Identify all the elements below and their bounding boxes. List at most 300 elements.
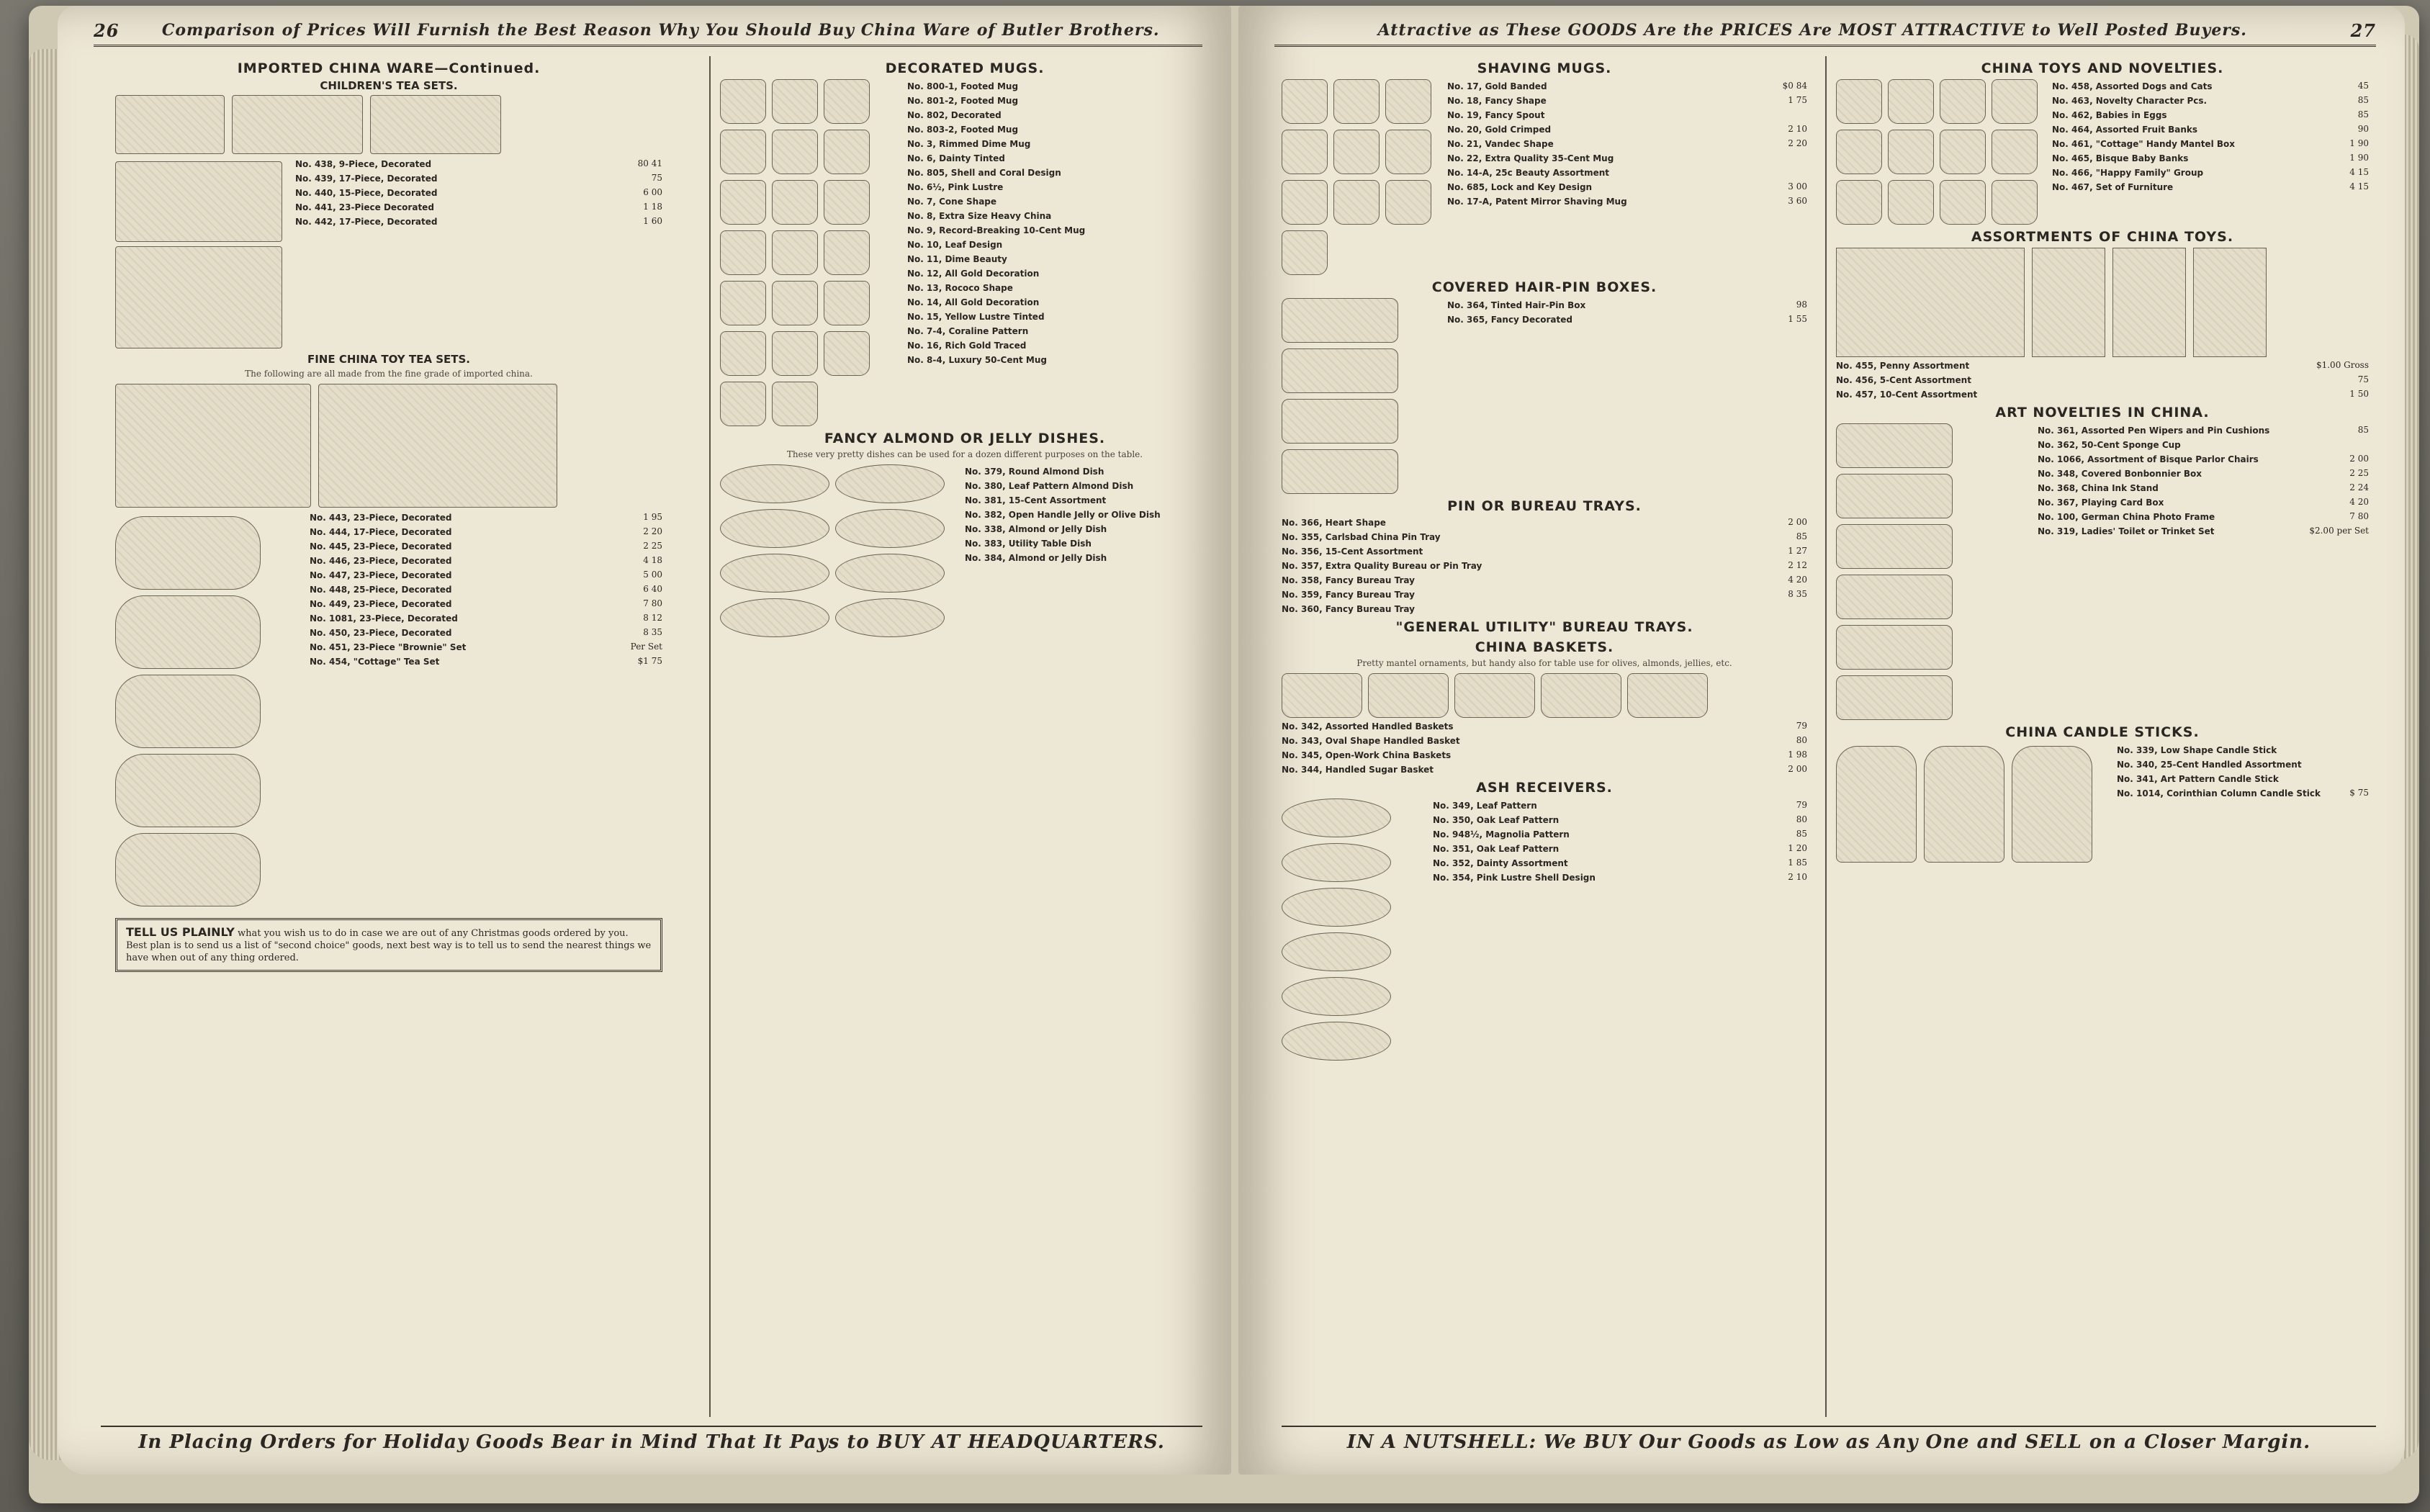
section-assortments-china-toys: ASSORTMENTS OF CHINA TOYS. [1971, 229, 2234, 245]
toy-illustration [1940, 79, 1986, 124]
entry-number: No. 438, 9-Piece, Decorated [295, 159, 432, 169]
entry-number: No. 358, Fancy Bureau Tray [1282, 575, 1415, 585]
tea-set-illustration [115, 161, 282, 242]
catalog-entry [2052, 181, 2369, 193]
entry-number: No. 447, 23-Piece, Decorated [310, 570, 452, 580]
section-candle-sticks: CHINA CANDLE STICKS. [2005, 724, 2200, 740]
entry-price: $1 75 [637, 656, 662, 666]
fine-toy-intro: The following are all made from the fine grade of imported china. [245, 369, 533, 379]
right-header-text: Attractive as These GOODS Are the PRICES Are MOST ATTRACTIVE to Well Posted Buyers. [1377, 21, 2247, 40]
entry-price: 1 50 [2349, 389, 2369, 399]
catalog-entry [2052, 95, 2369, 107]
catalog-entry [2052, 109, 2369, 121]
entry-price: 2 00 [2349, 454, 2369, 464]
column-divider [709, 56, 711, 1417]
catalog-entry [310, 570, 662, 581]
entry-number: No. 384, Almond or Jelly Dish [965, 553, 1107, 563]
catalog-entry [907, 81, 1210, 92]
catalog-entry [1447, 124, 1807, 135]
entry-number: No. 365, Fancy Decorated [1447, 315, 1572, 325]
art-novelty-illustration [1836, 524, 1953, 569]
catalog-entry [2038, 439, 2369, 451]
catalog-entry [1282, 517, 1807, 528]
catalog-entry [1836, 389, 2369, 400]
catalog-entry [1447, 314, 1807, 325]
almond-entries-list [965, 464, 1210, 637]
catalog-entry [1282, 750, 1807, 761]
toy-figure-illustration [2032, 248, 2105, 357]
entry-number: No. 357, Extra Quality Bureau or Pin Tray [1282, 561, 1482, 571]
entry-number: No. 319, Ladies' Toilet or Trinket Set [2038, 526, 2215, 536]
tea-set-illustration [232, 95, 363, 154]
entry-number: No. 350, Oak Leaf Pattern [1433, 815, 1560, 825]
entry-number: No. 15, Yellow Lustre Tinted [907, 312, 1045, 322]
catalog-entry [965, 523, 1210, 535]
toy-illustration [1888, 130, 1934, 174]
entry-number: No. 7-4, Coraline Pattern [907, 326, 1029, 336]
art-novelty-illustration [1836, 423, 1953, 468]
catalog-entry [2038, 425, 2369, 436]
left-page-header [94, 16, 1202, 47]
entry-number: No. 382, Open Handle Jelly or Olive Dish [965, 510, 1161, 520]
mug-illustration [720, 230, 766, 275]
column-divider [1825, 56, 1827, 1417]
entry-number: No. 344, Handled Sugar Basket [1282, 765, 1434, 775]
toy-assortment-image-row [1836, 248, 2369, 357]
entry-price: 8 12 [643, 613, 662, 623]
mug-image-grid [720, 79, 900, 426]
entry-price: 8 35 [1788, 589, 1807, 599]
basket-entries-list [1282, 721, 1807, 775]
mug-illustration [824, 331, 870, 376]
catalog-entry [907, 325, 1210, 337]
catalog-entry [1282, 764, 1807, 775]
catalog-entry [1433, 858, 1807, 869]
entry-price: 1 85 [1788, 858, 1807, 868]
catalog-entry [310, 541, 662, 552]
catalog-entry [907, 340, 1210, 351]
shaving-mug-illustration [1333, 79, 1380, 124]
dish-illustration [835, 464, 945, 503]
entry-number: No. 351, Oak Leaf Pattern [1433, 844, 1560, 854]
entry-number: No. 467, Set of Furniture [2052, 182, 2174, 192]
entry-number: No. 685, Lock and Key Design [1447, 182, 1593, 192]
shaving-mug-illustration [1282, 180, 1328, 225]
mug-illustration [824, 281, 870, 325]
mug-illustration [720, 281, 766, 325]
section-hair-pin-boxes: COVERED HAIR-PIN BOXES. [1431, 279, 1657, 295]
catalog-entry [310, 555, 662, 567]
entry-price: 90 [2357, 124, 2369, 134]
section-art-novelties: ART NOVELTIES IN CHINA. [1995, 405, 2210, 420]
section-china-toys: CHINA TOYS AND NOVELTIES. [1981, 60, 2224, 76]
tell-us-text: what you wish us to do in case we are out of any Christmas goods ordered by you. Best plan is to send us a list of "second choice" goods, next best way is to tell us to send the nearest things we have when out of any thing ordered. [126, 928, 652, 963]
entry-number: No. 356, 15-Cent Assortment [1282, 546, 1423, 557]
catalog-entry [1433, 829, 1807, 840]
entry-number: No. 6½, Pink Lustre [907, 182, 1004, 192]
entry-number: No. 383, Utility Table Dish [965, 539, 1092, 549]
hairpin-image-grid [1282, 298, 1440, 494]
mug-illustration [720, 180, 766, 225]
entry-number: No. 18, Fancy Shape [1447, 96, 1547, 106]
catalog-entry [907, 124, 1210, 135]
candle-stick-illustration [2012, 746, 2092, 863]
mug-illustration [772, 331, 818, 376]
ash-receiver-illustration [1282, 843, 1391, 882]
entry-number: No. 367, Playing Card Box [2038, 498, 2164, 508]
section-decorated-mugs: DECORATED MUGS. [885, 60, 1045, 76]
mug-illustration [824, 230, 870, 275]
entry-price: 1 75 [1788, 95, 1807, 105]
section-china-baskets: CHINA BASKETS. [1475, 639, 1614, 655]
shaving-mug-illustration [1282, 230, 1328, 275]
hairpin-box-illustration [1282, 298, 1398, 343]
entry-price: 2 25 [2349, 468, 2369, 478]
entry-number: No. 1081, 23-Piece, Decorated [310, 613, 458, 624]
entry-price: 4 20 [1788, 575, 1807, 585]
ash-receiver-illustration [1282, 932, 1391, 971]
catalog-entry [2038, 454, 2369, 465]
section-shaving-mugs: SHAVING MUGS. [1477, 60, 1612, 76]
entry-number: No. 20, Gold Crimped [1447, 125, 1552, 135]
entry-price: 3 60 [1788, 196, 1807, 206]
entry-number: No. 14, All Gold Decoration [907, 297, 1040, 307]
ash-receiver-illustration [1282, 798, 1391, 837]
entry-number: No. 455, Penny Assortment [1836, 361, 1970, 371]
section-imported-china: IMPORTED CHINA WARE—Continued. [237, 60, 541, 76]
entry-price: 2 20 [643, 526, 662, 536]
entry-price: 2 12 [1788, 560, 1807, 570]
entry-number: No. 8-4, Luxury 50-Cent Mug [907, 355, 1047, 365]
dish-illustration [720, 554, 829, 593]
catalog-entry [1282, 531, 1807, 543]
entry-number: No. 6, Dainty Tinted [907, 153, 1005, 163]
entry-number: No. 441, 23-Piece Decorated [295, 202, 434, 212]
entry-number: No. 9, Record-Breaking 10-Cent Mug [907, 225, 1086, 235]
art-novelty-illustration [1836, 625, 1953, 670]
catalog-entry [2038, 526, 2369, 537]
tell-us-plainly-box [115, 918, 662, 972]
catalog-entry [1433, 814, 1807, 826]
tea-set-image-stack [115, 157, 288, 353]
entry-number: No. 802, Decorated [907, 110, 1002, 120]
catalog-entry [1447, 196, 1807, 207]
hairpin-box-illustration [1282, 348, 1398, 393]
entry-number: No. 462, Babies in Eggs [2052, 110, 2167, 120]
catalog-entry [1447, 95, 1807, 107]
entry-number: No. 465, Bisque Baby Banks [2052, 153, 2189, 163]
entry-number: No. 10, Leaf Design [907, 240, 1003, 250]
catalog-entry [2117, 744, 2369, 756]
entry-price: 3 00 [1788, 181, 1807, 192]
toy-illustration [1888, 79, 1934, 124]
catalog-entry [310, 613, 662, 624]
open-catalog-book [29, 6, 2419, 1503]
toy-illustration [1992, 79, 2038, 124]
entry-price: $2.00 per Set [2309, 526, 2369, 536]
catalog-entry [1836, 360, 2369, 372]
catalog-entry [1447, 81, 1807, 92]
entry-number: No. 446, 23-Piece, Decorated [310, 556, 452, 566]
catalog-entry [1447, 138, 1807, 150]
entry-number: No. 449, 23-Piece, Decorated [310, 599, 452, 609]
basket-illustration [1368, 673, 1449, 718]
mug-illustration [824, 180, 870, 225]
entry-price: 2 24 [2349, 482, 2369, 492]
entry-number: No. 457, 10-Cent Assortment [1836, 390, 1978, 400]
mug-illustration [720, 382, 766, 426]
entry-number: No. 338, Almond or Jelly Dish [965, 524, 1107, 534]
entry-number: No. 339, Low Shape Candle Stick [2117, 745, 2277, 755]
art-novelty-illustration [1836, 575, 1953, 619]
catalog-entry [1447, 300, 1807, 311]
catalog-entry [1282, 721, 1807, 732]
tell-us-title: TELL US PLAINLY [126, 925, 235, 939]
tea-set-illustration [115, 246, 282, 348]
entry-price: 8 35 [643, 627, 662, 637]
right-page-number: 27 [2350, 19, 2376, 41]
entry-number: No. 352, Dainty Assortment [1433, 858, 1568, 868]
catalog-entry [965, 509, 1210, 521]
bureau-entries-list [1282, 517, 1807, 615]
entry-number: No. 355, Carlsbad China Pin Tray [1282, 532, 1441, 542]
entry-number: No. 1014, Corinthian Column Candle Stick [2117, 788, 2321, 798]
entry-price: 98 [1796, 300, 1807, 310]
teapot-illustration [115, 675, 261, 748]
section-almond-jelly-dishes: FANCY ALMOND OR JELLY DISHES. [824, 431, 1106, 446]
ash-receiver-illustration [1282, 888, 1391, 927]
entry-number: No. 22, Extra Quality 35-Cent Mug [1447, 153, 1614, 163]
mug-illustration [824, 79, 870, 124]
section-ash-receivers: ASH RECEIVERS. [1476, 780, 1613, 796]
catalog-entry [1433, 843, 1807, 855]
entry-price: 85 [1796, 829, 1807, 839]
catalog-entry [310, 598, 662, 610]
entry-price: 2 00 [1788, 764, 1807, 774]
shaving-mug-illustration [1385, 130, 1431, 174]
entry-price: 4 15 [2349, 181, 2369, 192]
entry-number: No. 362, 50-Cent Sponge Cup [2038, 440, 2181, 450]
entry-number: No. 456, 5-Cent Assortment [1836, 375, 1971, 385]
catalog-entry [907, 239, 1210, 251]
tea-sets-column [115, 56, 662, 1417]
catalog-entry [310, 584, 662, 595]
hairpin-entries-list [1447, 298, 1807, 494]
entry-number: No. 805, Shell and Coral Design [907, 168, 1061, 178]
toy-assortment-entries-list [1836, 360, 2369, 400]
entry-number: No. 948½, Magnolia Pattern [1433, 829, 1570, 840]
entry-price: 45 [2357, 81, 2369, 91]
catalog-entry [1447, 181, 1807, 193]
entry-number: No. 444, 17-Piece, Decorated [310, 527, 452, 537]
dish-illustration [835, 509, 945, 548]
entry-price: 6 40 [643, 584, 662, 594]
mug-illustration [772, 281, 818, 325]
entry-price: 6 00 [643, 187, 662, 197]
shaving-mugs-column [1282, 56, 1807, 1417]
almond-intro: These very pretty dishes can be used for a dozen different purposes on the table. [786, 449, 1143, 459]
candle-image-row [1836, 746, 2110, 863]
toy-illustration [1940, 130, 1986, 174]
catalog-entry [295, 173, 662, 184]
entry-price: 80 [1796, 735, 1807, 745]
dish-image-grid [720, 464, 958, 637]
entry-number: No. 366, Heart Shape [1282, 518, 1386, 528]
entry-price: 2 10 [1788, 872, 1807, 882]
shaving-mug-illustration [1282, 79, 1328, 124]
section-childrens-tea-sets: CHILDREN'S TEA SETS. [320, 79, 458, 92]
entry-number: No. 7, Cone Shape [907, 197, 997, 207]
entry-number: No. 341, Art Pattern Candle Stick [2117, 774, 2279, 784]
dish-illustration [720, 598, 829, 637]
entry-number: No. 3, Rimmed Dime Mug [907, 139, 1031, 149]
shaving-entries-list [1447, 79, 1807, 275]
catalog-entry [1836, 374, 2369, 386]
entry-number: No. 450, 23-Piece, Decorated [310, 628, 452, 638]
entry-price: $1.00 Gross [2316, 360, 2369, 370]
entry-number: No. 17-A, Patent Mirror Shaving Mug [1447, 197, 1627, 207]
right-page-header [1274, 16, 2376, 47]
entry-number: No. 439, 17-Piece, Decorated [295, 174, 438, 184]
mug-entries-list [907, 79, 1210, 426]
entry-number: No. 359, Fancy Bureau Tray [1282, 590, 1415, 600]
entry-number: No. 451, 23-Piece "Brownie" Set [310, 642, 467, 652]
shaving-mug-illustration [1385, 180, 1431, 225]
entry-price: 79 [1796, 800, 1807, 810]
entry-number: No. 448, 25-Piece, Decorated [310, 585, 452, 595]
mug-illustration [772, 79, 818, 124]
catalog-entry [310, 627, 662, 639]
tea-set-illustration [115, 384, 311, 508]
entry-number: No. 379, Round Almond Dish [965, 467, 1104, 477]
entry-number: No. 348, Covered Bonbonnier Box [2038, 469, 2202, 479]
entry-number: No. 19, Fancy Spout [1447, 110, 1545, 120]
entry-price: 1 90 [2349, 153, 2369, 163]
entry-price: 85 [2357, 95, 2369, 105]
catalog-entry [1447, 109, 1807, 121]
entry-number: No. 803-2, Footed Mug [907, 125, 1019, 135]
entry-price: Per Set [630, 642, 662, 652]
catalog-entry [2038, 468, 2369, 480]
dish-illustration [835, 598, 945, 637]
entry-number: No. 440, 15-Piece, Decorated [295, 188, 438, 198]
ash-receiver-illustration [1282, 1022, 1391, 1061]
entry-number: No. 380, Leaf Pattern Almond Dish [965, 481, 1134, 491]
catalog-entry [2052, 153, 2369, 164]
entry-price: 1 18 [643, 202, 662, 212]
entry-price: 2 10 [1788, 124, 1807, 134]
tea-entries-list-b [310, 510, 662, 912]
catalog-entry [2117, 788, 2369, 799]
left-header-text: Comparison of Prices Will Furnish the Best Reason Why You Should Buy China Ware of Butler Brothers. [161, 21, 1160, 40]
left-page-footer: In Placing Orders for Holiday Goods Bear in Mind That It Pays to BUY AT HEADQUARTERS. [101, 1426, 1202, 1460]
section-bureau-trays: PIN OR BUREAU TRAYS. [1447, 498, 1642, 514]
ash-receiver-illustration [1282, 977, 1391, 1016]
entry-number: No. 16, Rich Gold Traced [907, 341, 1027, 351]
art-novelty-illustration [1836, 675, 1953, 720]
mug-illustration [772, 130, 818, 174]
catalog-entry [1282, 575, 1807, 586]
catalog-entry [1282, 560, 1807, 572]
entry-price: 7 80 [2349, 511, 2369, 521]
entry-number: No. 343, Oval Shape Handled Basket [1282, 736, 1460, 746]
catalog-entry [907, 297, 1210, 308]
mug-illustration [772, 230, 818, 275]
dish-illustration [720, 464, 829, 503]
catalog-entry [310, 656, 662, 667]
catalog-entry [965, 538, 1210, 549]
entry-number: No. 466, "Happy Family" Group [2052, 168, 2204, 178]
catalog-entry [2052, 124, 2369, 135]
entry-price: 4 20 [2349, 497, 2369, 507]
catalog-entry [2038, 482, 2369, 494]
entry-price: 85 [2357, 109, 2369, 120]
toy-illustration [1836, 130, 1882, 174]
entry-number: No. 443, 23-Piece, Decorated [310, 513, 452, 523]
fine-toy-images-row [115, 384, 662, 508]
basket-image-row [1282, 673, 1807, 718]
teapot-illustration [115, 833, 261, 906]
entry-number: No. 354, Pink Lustre Shell Design [1433, 873, 1596, 883]
catalog-entry [1447, 153, 1807, 164]
ash-entries-list [1433, 798, 1807, 1061]
tea-set-images-row-1 [115, 95, 662, 154]
right-page [1238, 6, 2405, 1475]
catalog-entry [295, 187, 662, 199]
entry-number: No. 349, Leaf Pattern [1433, 801, 1537, 811]
toy-figure-illustration [2193, 248, 2267, 357]
catalog-entry [2052, 167, 2369, 179]
teapot-illustration [115, 595, 261, 669]
candle-stick-illustration [1924, 746, 2004, 863]
entry-number: No. 12, All Gold Decoration [907, 269, 1040, 279]
entry-price: 2 25 [643, 541, 662, 551]
catalog-entry [907, 167, 1210, 179]
shaving-mug-image-grid [1282, 79, 1440, 275]
entry-price: $0 84 [1782, 81, 1807, 91]
entry-number: No. 100, German China Photo Frame [2038, 512, 2215, 522]
entry-number: No. 361, Assorted Pen Wipers and Pin Cushions [2038, 426, 2270, 436]
hairpin-box-illustration [1282, 399, 1398, 444]
mug-illustration [720, 331, 766, 376]
entry-price: 4 15 [2349, 167, 2369, 177]
art-image-grid [1836, 423, 2030, 720]
shaving-mug-illustration [1282, 130, 1328, 174]
catalog-entry [295, 202, 662, 213]
catalog-entry [310, 642, 662, 653]
catalog-entry [1447, 167, 1807, 179]
mug-illustration [720, 130, 766, 174]
mug-illustration [824, 130, 870, 174]
basket-illustration [1627, 673, 1708, 718]
teapot-illustration [115, 516, 261, 590]
entry-price: 1 95 [643, 512, 662, 522]
toy-illustration [1836, 180, 1882, 225]
ash-image-grid [1282, 798, 1426, 1061]
entry-price: 5 00 [643, 570, 662, 580]
catalog-entry [907, 210, 1210, 222]
entry-price: 80 [1796, 814, 1807, 824]
catalog-entry [2117, 759, 2369, 770]
art-entries-list [2038, 423, 2369, 720]
art-novelty-illustration [1836, 474, 1953, 518]
tea-set-illustration [370, 95, 501, 154]
basket-illustration [1282, 673, 1362, 718]
tea-set-illustration [115, 95, 225, 154]
catalog-entry [907, 138, 1210, 150]
entry-price: 85 [1796, 531, 1807, 541]
entry-number: No. 345, Open-Work China Baskets [1282, 750, 1452, 760]
